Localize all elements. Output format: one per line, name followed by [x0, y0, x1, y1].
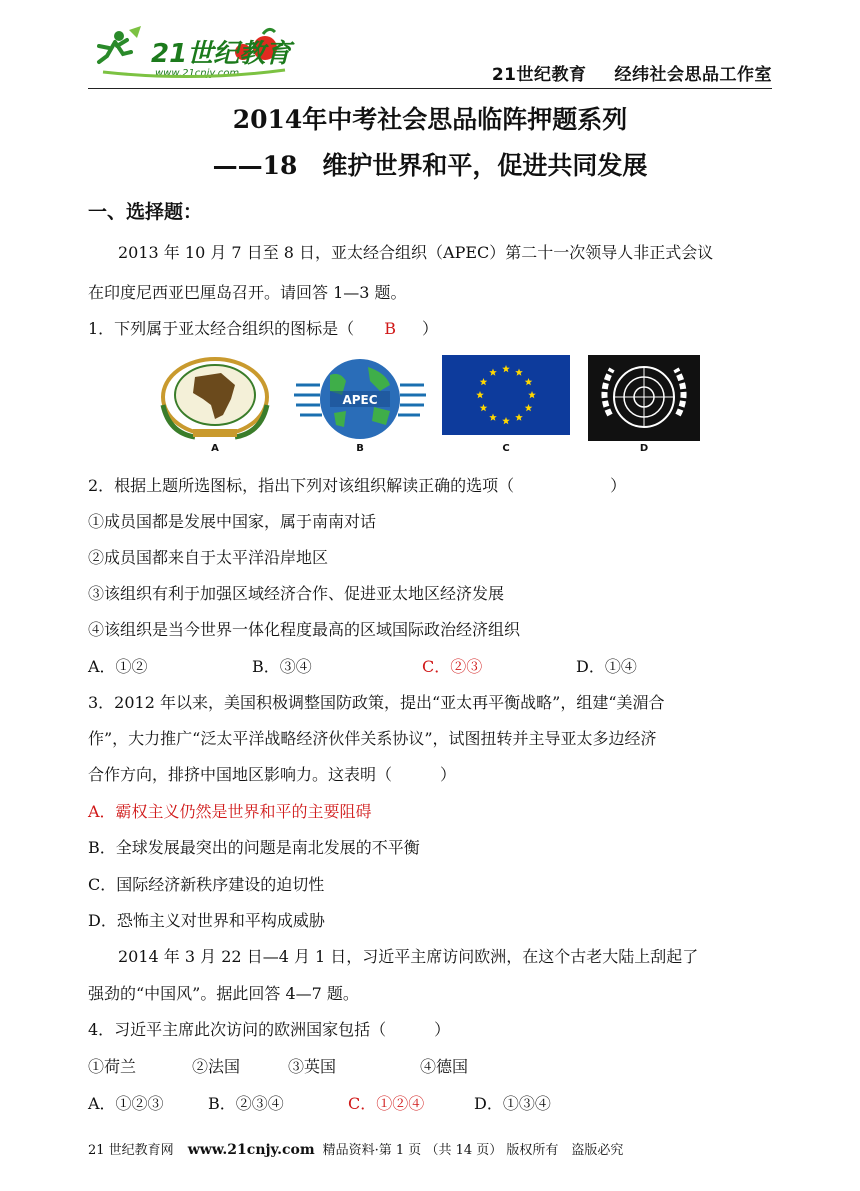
header-org	[492, 60, 772, 85]
footer-left: 21 世纪教育网	[88, 1143, 174, 1158]
answer-mark: B	[384, 319, 396, 338]
eu-flag-icon	[442, 355, 570, 435]
header-divider	[88, 88, 772, 89]
intro-line: 2014 年 3 月 22 日—4 月 1 日，习近平主席访问欧洲，在这个古老大陆上刮起了	[118, 947, 699, 966]
question-3-line: 合作方向，排挤中国地区影响力。这表明（ ）	[88, 765, 457, 784]
q2-item: ③该组织有利于加强区域经济合作、促进亚太地区经济发展	[88, 584, 505, 603]
header-studio-name: 经纬社会思品工作室	[614, 65, 772, 85]
q3-option-d: D．恐怖主义对世界和平构成威胁	[88, 911, 325, 930]
footer-right: 精品资料·第 1 页 （共 14 页） 版权所有 盗版必究	[322, 1143, 624, 1158]
emblem-caption-c: C	[502, 443, 510, 454]
q3-option-b: B．全球发展最突出的问题是南北发展的不平衡	[88, 838, 420, 857]
intro-line: 2013 年 10 月 7 日至 8 日，亚太经合组织（APEC）第二十一次领导人非正式会议	[118, 243, 714, 262]
q2-option-b: B．③④	[252, 657, 312, 676]
q4-item: ②法国	[192, 1057, 241, 1076]
emblem-d	[588, 355, 700, 445]
emblem-caption-b: B	[356, 443, 364, 454]
emblem-a	[155, 355, 275, 447]
page-footer	[88, 1139, 623, 1158]
q3-option-a: A．霸权主义仍然是世界和平的主要阻碍	[88, 802, 372, 821]
q2-option-c: C．②③	[422, 657, 483, 676]
logo-url: www.21cnjy.com	[155, 68, 240, 79]
q2-options	[88, 656, 778, 678]
q2-item: ①成员国都是发展中国家，属于南南对话	[88, 512, 377, 531]
emblem-caption-a: A	[211, 443, 219, 454]
q4-items	[88, 1056, 778, 1078]
emblem-c	[442, 355, 570, 439]
logo-graphic	[95, 22, 295, 86]
question-3: 3．2012 年以来，美国积极调整国防政策，提出“亚太再平衡战略”，组建“美湄合	[88, 693, 665, 712]
q2-item: ②成员国都来自于太平洋沿岸地区	[88, 548, 329, 567]
african-union-emblem-icon	[155, 355, 275, 443]
page-subtitle: ——18 维护世界和平，促进共同发展	[212, 151, 648, 180]
question-2: 2．根据上题所选图标，指出下列对该组织解读正确的选项（ ）	[88, 476, 627, 495]
q2-option-a: A．①②	[88, 657, 148, 676]
header-org-name: 21世纪教育	[491, 65, 587, 85]
q4-option-a: A．①②③	[88, 1094, 164, 1113]
section-heading: 一、选择题：	[88, 201, 203, 223]
q4-item: ①荷兰	[88, 1057, 137, 1076]
q2-option-d: D．①④	[576, 657, 637, 676]
q4-option-b: B．②③④	[208, 1094, 284, 1113]
emblem-row	[150, 355, 710, 460]
q4-option-c: C．①②④	[348, 1094, 425, 1113]
intro-line: 在印度尼西亚巴厘岛召开。请回答 1—3 题。	[88, 283, 407, 302]
q4-item: ④德国	[420, 1057, 469, 1076]
united-nations-emblem-icon	[588, 355, 700, 441]
site-logo[interactable]	[95, 22, 295, 86]
logo-text: 21世纪教育	[151, 39, 292, 69]
question-4: 4．习近平主席此次访问的欧洲国家包括（ ）	[88, 1020, 451, 1039]
question-text: 1．下列属于亚太经合组织的图标是（	[88, 319, 355, 338]
apec-label: APEC	[342, 393, 378, 407]
q4-option-d: D．①③④	[474, 1094, 551, 1113]
question-1	[88, 318, 778, 340]
footer-site-link[interactable]: www.21cnjy.com	[187, 1142, 315, 1158]
q4-item: ③英国	[288, 1057, 337, 1076]
q3-option-c: C．国际经济新秩序建设的迫切性	[88, 875, 325, 894]
q4-options	[88, 1093, 778, 1115]
page-title: 2014年中考社会思品临阵押题系列	[232, 105, 628, 134]
emblem-b	[290, 355, 430, 447]
q2-item: ④该组织是当今世界一体化程度最高的区域国际政治经济组织	[88, 620, 521, 639]
emblem-caption-d: D	[639, 443, 649, 454]
intro-line: 强劲的“中国风”。据此回答 4—7 题。	[88, 984, 359, 1003]
apec-emblem-icon	[290, 355, 430, 443]
question-3-line: 作”，大力推广“泛太平洋战略经济伙伴关系协议”，试图扭转并主导亚太多边经济	[88, 729, 657, 748]
question-close: ）	[421, 319, 438, 338]
